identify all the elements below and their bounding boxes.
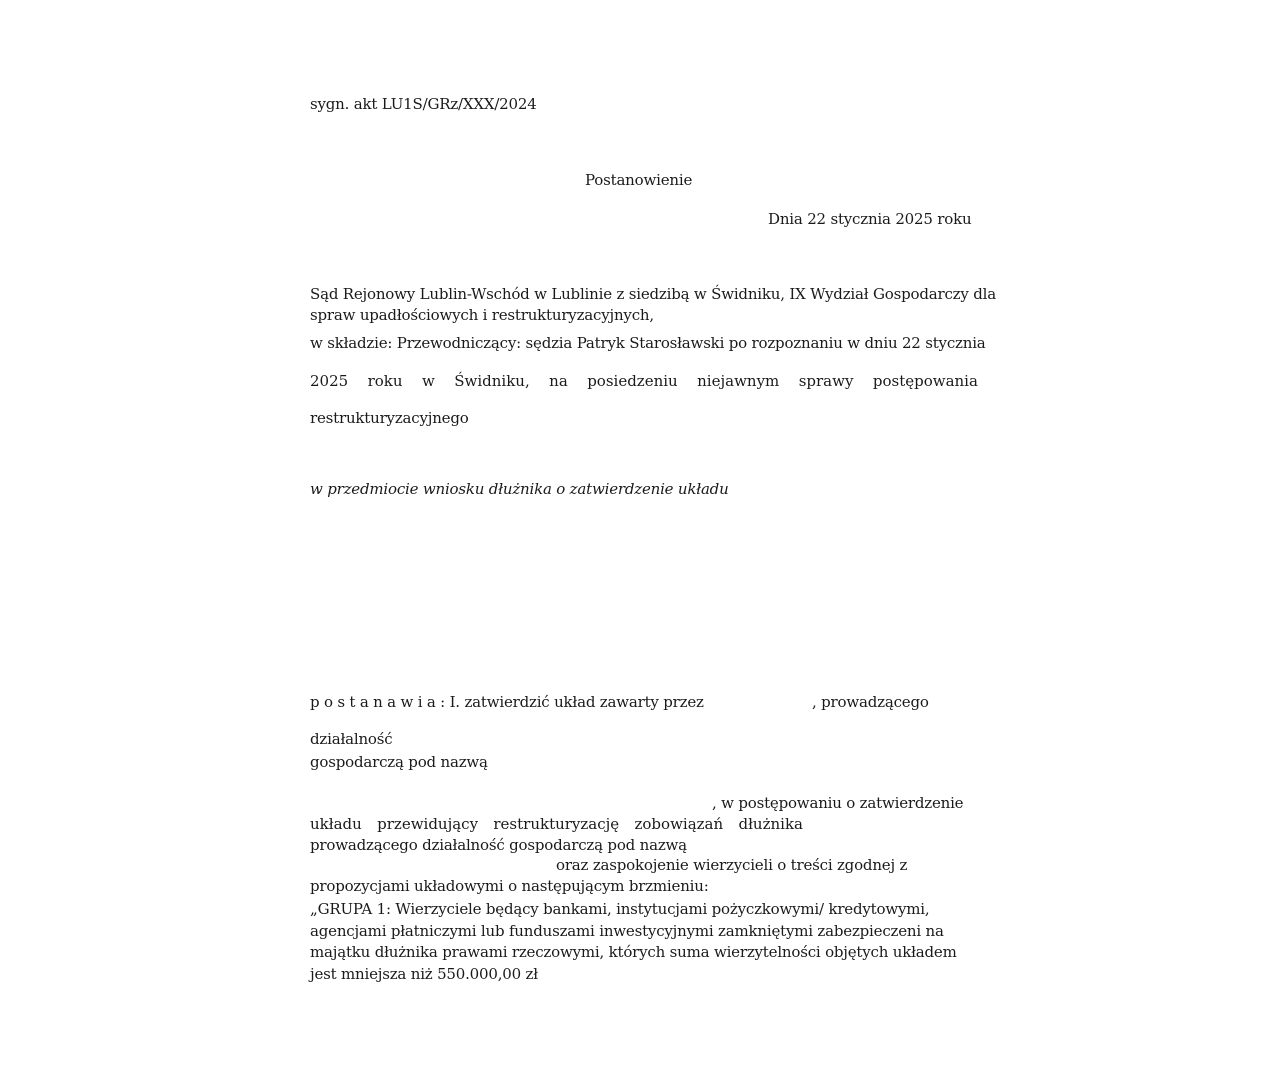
group1-line-4: jest mniejsza niż 550.000,00 zł xyxy=(310,965,538,983)
court-line-2: spraw upadłościowych i restrukturyzacyjnych, xyxy=(310,306,654,324)
composition-line-1: w składzie: Przewodniczący: sędzia Patryk Starosławski po rozpoznaniu w dniu 22 stycznia xyxy=(310,334,986,352)
composition-line-3: restrukturyzacyjnego xyxy=(310,409,469,427)
ruling-line-7: oraz zaspokojenie wierzycieli o treści zgodnej z xyxy=(556,856,908,874)
group1-line-3: majątku dłużnika prawami rzeczowymi, których suma wierzytelności objętych układem xyxy=(310,943,957,961)
court-line-1: Sąd Rejonowy Lublin-Wschód w Lublinie z siedzibą w Świdniku, IX Wydział Gospodarczy dla xyxy=(310,285,996,303)
subject-line: w przedmiocie wniosku dłużnika o zatwierdzenie układu xyxy=(310,480,729,498)
ruling-line-3: gospodarczą pod nazwą xyxy=(310,753,488,771)
ruling-line-5: układu przewidujący restrukturyzację zobowiązań dłużnika xyxy=(310,815,803,833)
document-date: Dnia 22 stycznia 2025 roku xyxy=(768,210,972,228)
document-title: Postanowienie xyxy=(585,171,693,189)
ruling-line-1a: p o s t a n a w i a : I. zatwierdzić układ zawarty przez xyxy=(310,693,704,711)
ruling-line-4: , w postępowaniu o zatwierdzenie xyxy=(712,794,964,812)
ruling-line-8: propozycjami układowymi o następującym brzmieniu: xyxy=(310,877,709,895)
ruling-line-6: prowadzącego działalność gospodarczą pod nazwą xyxy=(310,836,687,854)
ruling-line-1b: , prowadzącego xyxy=(812,693,929,711)
composition-line-2: 2025 roku w Świdniku, na posiedzeniu niejawnym sprawy postępowania xyxy=(310,372,978,390)
ruling-line-2: działalność xyxy=(310,730,393,748)
case-signature: sygn. akt LU1S/GRz/XXX/2024 xyxy=(310,95,537,113)
group1-line-2: agencjami płatniczymi lub funduszami inwestycyjnymi zamkniętymi zabezpieczeni na xyxy=(310,922,944,940)
group1-line-1: „GRUPA 1: Wierzyciele będący bankami, instytucjami pożyczkowymi/ kredytowymi, xyxy=(310,900,930,918)
